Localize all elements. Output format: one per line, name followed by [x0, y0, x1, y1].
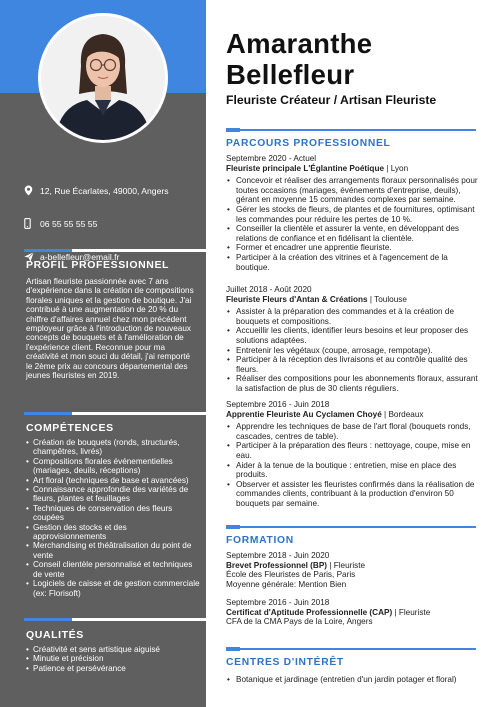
entry-role: Apprentie Fleuriste Au Cyclamen Choyé | Bordeaux [226, 409, 424, 419]
entry-role: Fleuriste Fleurs d'Antan & Créations | Toulouse [226, 294, 407, 304]
list-item: • Former et encadrer une apprentie fleuriste. [226, 243, 482, 253]
entry-degree: Brevet Professionnel (BP) | Fleuriste [226, 560, 366, 570]
address-text: 12, Rue Écarlates, 49000, Angers [40, 185, 169, 196]
profile-title: PROFIL PROFESSIONNEL [26, 259, 170, 271]
entry-bullets [226, 422, 482, 508]
list-item: • Conseil clientèle personnalisé et techniques de vente [26, 560, 200, 579]
list-item: • Gestion des stocks et des approvisionnements [26, 523, 200, 542]
interests-divider [226, 648, 476, 650]
profile-photo [38, 13, 168, 143]
list-item: • Botanique et jardinage (entretien d'un jardin potager et floral) [226, 675, 482, 685]
list-item: • Réaliser des compositions pour les abonnements floraux, assurant la satisfaction de plus de 30 clients réguliers. [226, 374, 482, 393]
entry-date: Septembre 2016 - Juin 2018 [226, 400, 330, 409]
qualities-divider [24, 618, 212, 621]
entry-date: Juillet 2018 - Août 2020 [226, 285, 312, 294]
school-name: CFA de la CMA Pays de la Loire, Angers [226, 617, 373, 627]
degree-field: Fleuriste [333, 560, 366, 570]
entry-degree: Certificat d'Aptitude Professionnelle (CAP) | Fleuriste [226, 607, 431, 617]
experience-entry [226, 285, 482, 394]
list-item: • Merchandising et théâtralisation du point de vente [26, 541, 200, 560]
candidate-name [226, 28, 496, 90]
list-item: • Observer et assister les fleuristes confirmés dans la réalisation de commandes clients, contribuant à la production d'environ 50 bouquets par semaine. [226, 480, 482, 509]
list-item: • Minutie et précision [26, 654, 200, 663]
last-name: Bellefleur [226, 59, 355, 90]
entry-date: Septembre 2016 - Juin 2018 [226, 598, 330, 607]
school-name: École des Fleuristes de Paris, Paris [226, 570, 356, 580]
interests-title: CENTRES D'INTÉRÊT [226, 657, 344, 668]
list-item: • Techniques de conservation des fleurs coupées [26, 504, 200, 523]
experience-divider [226, 129, 476, 131]
list-item: • Apprendre les techniques de base de l'art floral (bouquets ronds, cascades, centres de table). [226, 422, 482, 441]
education-divider [226, 526, 476, 528]
entry-role: Fleuriste principale L'Églantine Poétique | Lyon [226, 163, 409, 173]
role-place: Lyon [390, 163, 409, 173]
degree-name: Certificat d'Aptitude Professionnelle (CAP) [226, 607, 393, 617]
role-place: Toulouse [374, 294, 407, 304]
list-item: • Aider à la tenue de la boutique : entretien, mise en place des produits. [226, 461, 482, 480]
interests-entry [226, 672, 482, 685]
interests-list [226, 675, 482, 685]
qualities-title: QUALITÉS [26, 629, 84, 641]
list-item: • Création de bouquets (ronds, structurés, champêtres, livrés) [26, 438, 200, 457]
contact-phone [24, 214, 200, 233]
job-title: Fleuriste Créateur / Artisan Fleuriste [226, 93, 437, 107]
role-name: Apprentie Fleuriste Au Cyclamen Choyé [226, 409, 382, 419]
degree-field: Fleuriste [398, 607, 431, 617]
education-entry [226, 598, 482, 627]
role-place: Bordeaux [388, 409, 424, 419]
role-name: Fleuriste principale L'Églantine Poétique [226, 163, 384, 173]
list-item: • Participer à la réception des livraisons et au contrôle qualité des fleurs. [226, 355, 482, 374]
experience-entry [226, 154, 482, 272]
role-name: Fleuriste Fleurs d'Antan & Créations [226, 294, 368, 304]
phone-text: 06 55 55 55 55 [40, 218, 98, 229]
experience-title: PARCOURS PROFESSIONNEL [226, 138, 391, 149]
education-title: FORMATION [226, 535, 294, 546]
skills-divider [24, 412, 212, 415]
list-item: • Participer à la création des vitrines et à l'agencement de la boutique. [226, 253, 482, 272]
entry-date: Septembre 2018 - Juin 2020 [226, 551, 330, 560]
list-item: • Patience et persévérance [26, 664, 200, 673]
list-item: • Art floral (techniques de base et avancées) [26, 476, 200, 485]
entry-date: Septembre 2020 - Actuel [226, 154, 317, 163]
list-item: • Logiciels de caisse et de gestion commerciale (ex: Florisoft) [26, 579, 200, 598]
list-item: • Participer à la préparation des fleurs : nettoyage, coupe, mise en eau. [226, 441, 482, 460]
qualities-list [26, 645, 200, 673]
list-item: • Assister à la préparation des commandes et à la création de bouquets et compositions. [226, 307, 482, 326]
list-item: • Gérer les stocks de fleurs, de plantes et de fournitures, optimisant les commandes pour réduire les pertes de 10 %. [226, 205, 482, 224]
entry-bullets [226, 307, 482, 393]
sidebar [0, 0, 206, 707]
contact-address [24, 181, 200, 200]
list-item: • Créativité et sens artistique aiguisé [26, 645, 200, 654]
skills-title: COMPÉTENCES [26, 422, 114, 434]
entry-bullets [226, 176, 482, 272]
location-pin-icon [24, 185, 38, 196]
education-entry [226, 551, 482, 589]
list-item: • Entretenir les végétaux (coupe, arrosage, rempotage). [226, 346, 482, 356]
degree-name: Brevet Professionnel (BP) [226, 560, 328, 570]
experience-entry [226, 400, 482, 509]
list-item: • Accueillir les clients, identifier leurs besoins et leur proposer des solutions adaptées. [226, 326, 482, 345]
education-note: Moyenne générale: Mention Bien [226, 579, 347, 589]
phone-icon [24, 218, 38, 229]
profile-divider [24, 249, 212, 252]
profile-text: Artisan fleuriste passionnée avec 7 ans d'expérience dans la création de compositions florales uniques et la gestion de boutique. J'ai contribué à une augmentation de 20 % du chiffre d'affaires annuel chez mon précédent employeur grâce à l'introduction de nouveaux concepts de bouquets et à l'amélioration de l'expérience client. Reconnue pour ma créativité et mon souci du détail, j'ai remporté le 2ème prix au concours départemental des jeunes fleuristes en 2019. [26, 277, 194, 381]
list-item: • Compositions florales événementielles (mariages, deuils, réceptions) [26, 457, 200, 476]
list-item: • Conseiller la clientèle et assurer la vente, en développant des relations de confiance et en fidélisant la clientèle. [226, 224, 482, 243]
list-item: • Connaissance approfondie des variétés de fleurs, plantes et feuillages [26, 485, 200, 504]
skills-list [26, 438, 200, 598]
first-name: Amaranthe [226, 28, 373, 59]
list-item: • Concevoir et réaliser des arrangements floraux personnalisés pour toutes occasions (mariages, événements d'entreprise, deuils), gérant en moyenne 15 commandes complexes par semaine. [226, 176, 482, 205]
email-link[interactable]: a-bellefleur@email.fr [40, 251, 120, 262]
